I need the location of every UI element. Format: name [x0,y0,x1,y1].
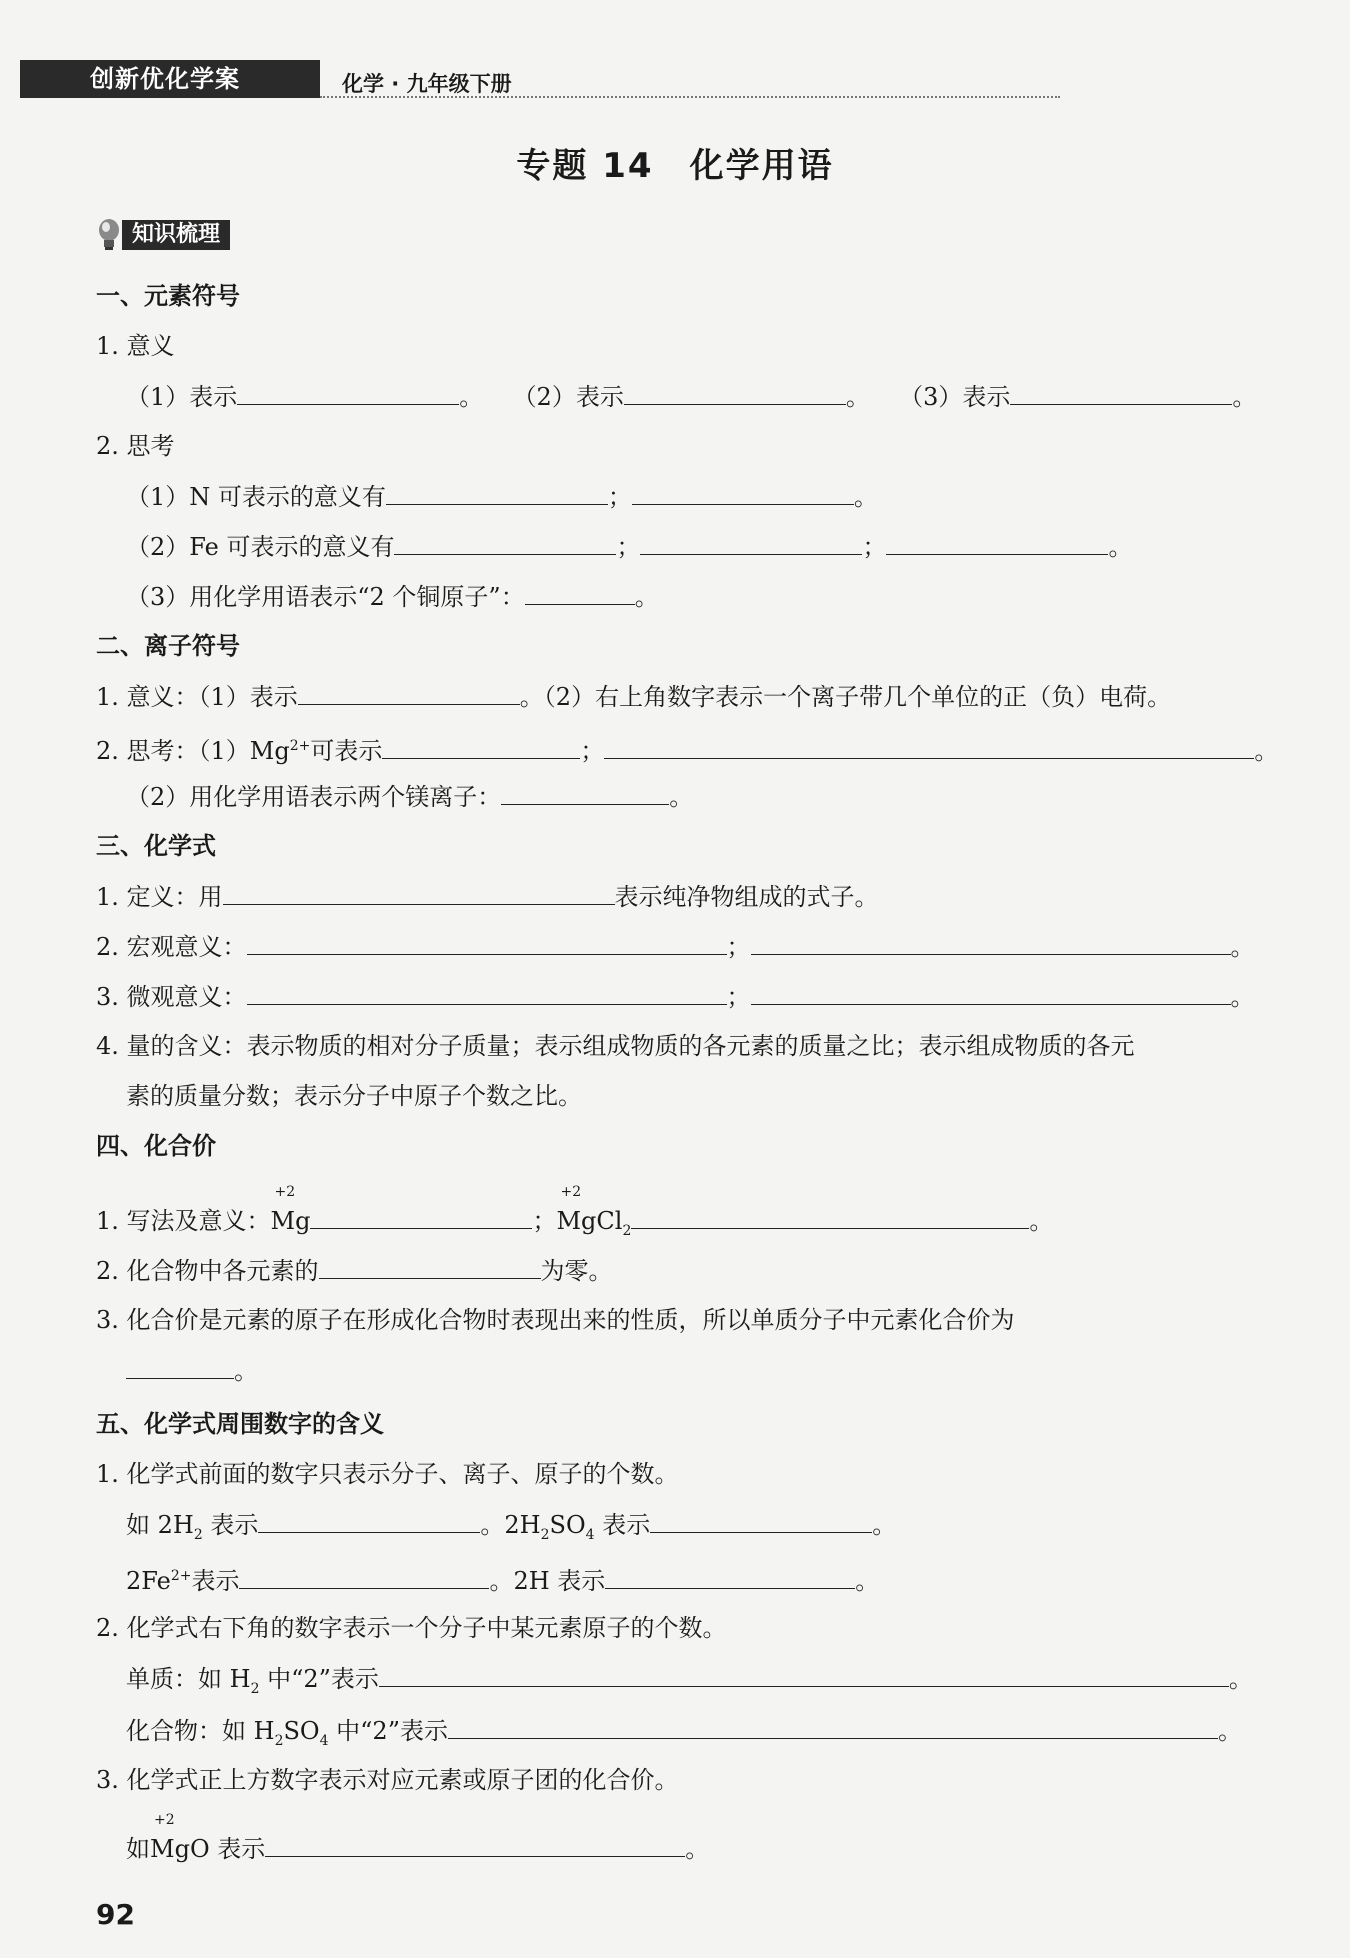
valence-label: +2 [154,1812,175,1828]
prompt-text: 化合物：如 H [126,1717,275,1745]
prompt-text: 。2H 表示 [489,1567,606,1595]
prompt-text: 3. 微观意义： [96,983,247,1011]
subscript: 2 [622,1222,632,1239]
prompt-text: SO [283,1717,320,1745]
page-number: 92 [96,1898,135,1931]
prompt-text: 表示 [202,1511,259,1539]
answer-blank[interactable] [604,734,1254,759]
answer-blank[interactable] [1010,380,1232,405]
valence-label: +2 [560,1184,582,1200]
blank-line [96,980,1255,1013]
prompt-text: 表示纯净物组成的式子。 [614,883,879,911]
punct: 。 [1217,1717,1242,1745]
section-heading: 三、化学式 [96,832,216,860]
answer-blank[interactable] [239,1564,489,1589]
valence-mgcl2 [556,1184,623,1237]
paragraph-text: 2. 化学式右下角的数字表示一个分子中某元素原子的个数。 [96,1614,727,1642]
prompt-text: （2）用化学用语表示两个镁离子： [126,783,502,811]
paragraph-text: 4. 量的含义：表示物质的相对分子质量；表示组成物质的各元素的质量之比；表示组成物质的各元 [96,1032,1135,1060]
prompt-text: SO [549,1511,586,1539]
formula: MgO [150,1835,210,1863]
prompt-text: 1. 定义：用 [96,883,223,911]
section-heading: 二、离子符号 [96,632,240,660]
subscript: 2 [193,1526,203,1543]
punct: 。 [1232,383,1257,411]
punct: 。 [1230,983,1255,1011]
prompt-text: 2. 思考：（1）Mg [96,737,290,765]
answer-blank[interactable] [624,380,846,405]
punct: 。 [669,783,694,811]
punct: 。 [634,583,659,611]
lightbulb-icon [96,218,122,252]
answer-blank[interactable] [751,930,1231,955]
answer-blank[interactable] [298,680,520,705]
badge-label: 知识梳理 [122,220,230,250]
punct: 。 [1108,533,1133,561]
answer-blank[interactable] [382,734,580,759]
blank-line [126,780,693,813]
prompt-text: 1. 写法及意义： [96,1207,271,1235]
punct: 。 [1254,737,1279,765]
punct: 。 [1230,933,1255,961]
answer-blank[interactable] [650,1508,872,1533]
punct: 。 [845,383,870,411]
punct: ； [726,933,751,961]
punct: 。 [853,483,878,511]
punct: 。 [459,383,484,411]
blank-line [126,1714,1242,1757]
blank-line [126,580,659,613]
header-rule [320,96,1060,98]
blank-line [126,1812,710,1865]
answer-blank[interactable] [237,380,459,405]
answer-blank[interactable] [605,1564,855,1589]
formula: MgCl [556,1207,623,1235]
answer-blank[interactable] [310,1204,532,1229]
valence-mg [270,1184,311,1237]
answer-blank[interactable] [632,480,854,505]
punct: ； [580,737,605,765]
prompt-text: （2）Fe 可表示的意义有 [126,533,395,561]
brand-logo: 创新优化学案 [20,60,320,98]
answer-blank[interactable] [631,1204,1029,1229]
blank-line [96,1184,1054,1247]
prompt-text: 2. 宏观意义： [96,933,247,961]
prompt-text: 如 [126,1835,150,1863]
blank-line [126,1662,1253,1705]
subscript: 2 [274,1732,284,1749]
answer-blank[interactable] [126,1354,234,1379]
answer-blank[interactable] [640,530,862,555]
prompt-text: 表示 [191,1567,240,1595]
blank-line [126,480,878,513]
answer-blank[interactable] [258,1508,480,1533]
prompt-text: 。（2）右上角数字表示一个离子带几个单位的正（负）电荷。 [519,683,1172,711]
answer-blank[interactable] [448,1714,1218,1739]
answer-blank[interactable] [886,530,1108,555]
prompt-text: （3）表示 [899,383,1011,411]
punct: 。 [872,1511,897,1539]
blank-line [96,680,1171,713]
punct: 。 [1228,1665,1253,1693]
prompt-text: 1. 意义：（1）表示 [96,683,298,711]
prompt-text: 如 2H [126,1511,194,1539]
blank-line [126,1354,258,1387]
answer-blank[interactable] [265,1832,685,1857]
answer-blank[interactable] [394,530,616,555]
prompt-text: 2Fe [126,1567,171,1595]
valence-mgo [150,1812,210,1865]
prompt-text: （1）表示 [126,383,238,411]
blank-line [96,730,1278,767]
answer-blank[interactable] [751,980,1231,1005]
blank-line [126,1560,879,1597]
subscript: 4 [319,1732,329,1749]
blank-line [96,930,1255,963]
paragraph-text: 素的质量分数；表示分子中原子个数之比。 [126,1082,582,1110]
punct: ； [607,483,632,511]
answer-blank[interactable] [379,1662,1229,1687]
prompt-text: （1）N 可表示的意义有 [126,483,386,511]
subscript: 2 [250,1680,260,1697]
punct: 。 [685,1835,710,1863]
page-title: 专题 14 化学用语 [516,146,834,186]
section-heading: 一、元素符号 [96,282,240,310]
blank-line [126,530,1132,563]
punct: 。 [855,1567,880,1595]
running-header [20,60,1060,100]
answer-blank[interactable] [501,780,669,805]
section-heading: 四、化合价 [96,1132,216,1160]
book-subtitle: 化学 · 九年级下册 [342,72,512,96]
charge-superscript: 2+ [289,738,311,754]
prompt-text: 表示 [209,1835,266,1863]
punct: ； [726,983,751,1011]
answer-blank[interactable] [386,480,608,505]
punct: 。 [1029,1207,1054,1235]
blank-line [96,1254,613,1287]
answer-blank[interactable] [247,930,727,955]
answer-blank[interactable] [247,980,727,1005]
prompt-text: 中“2”表示 [259,1665,379,1693]
punct: ； [532,1207,557,1235]
prompt-text: 表示 [594,1511,651,1539]
prompt-text: （2）表示 [512,383,624,411]
punct: ； [616,533,641,561]
punct: ； [862,533,887,561]
subscript: 2 [540,1526,550,1543]
answer-blank[interactable] [223,880,615,905]
prompt-text: 可表示 [310,737,383,765]
prompt-text: 2. 化合物中各元素的 [96,1257,319,1285]
prompt-text: （3）用化学用语表示“2 个铜原子”： [126,583,525,611]
punct: 。 [234,1357,258,1385]
item-heading: 2. 思考 [96,432,175,460]
blank-line [126,1508,896,1551]
paragraph-text: 1. 化学式前面的数字只表示分子、离子、原子的个数。 [96,1460,679,1488]
subscript: 4 [585,1526,595,1543]
paragraph-text: 3. 化学式正上方数字表示对应元素或原子团的化合价。 [96,1766,679,1794]
valence-label: +2 [274,1184,296,1200]
section-heading: 五、化学式周围数字的含义 [96,1410,384,1438]
answer-blank[interactable] [319,1254,541,1279]
prompt-text: 中“2”表示 [328,1717,448,1745]
charge-superscript: 2+ [170,1568,192,1584]
blank-line [126,380,1256,413]
item-heading: 1. 意义 [96,332,175,360]
blank-line [96,880,879,913]
prompt-text: 。2H [480,1511,541,1539]
prompt-text: 为零。 [540,1257,613,1285]
paragraph-text: 3. 化合价是元素的原子在形成化合物时表现出来的性质，所以单质分子中元素化合价为 [96,1306,1015,1334]
prompt-text: 单质：如 H [126,1665,251,1693]
answer-blank[interactable] [525,580,635,605]
formula: Mg [270,1207,311,1235]
